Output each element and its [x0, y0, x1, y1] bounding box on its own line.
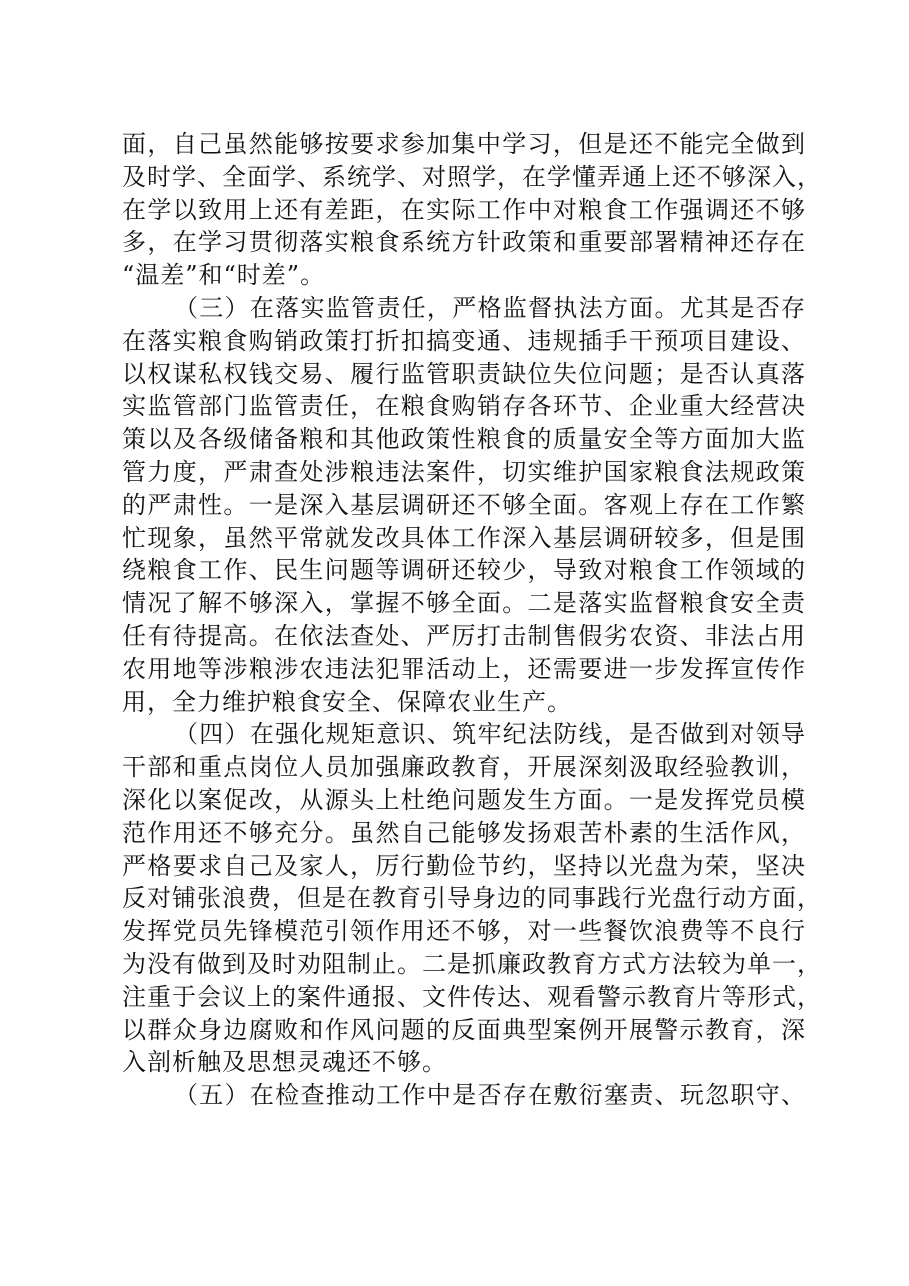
paragraph-line: 面，自己虽然能够按要求参加集中学习，但是还不能完全做到 [122, 130, 806, 158]
paragraph-line: 策以及各级储备粮和其他政策性粮食的质量安全等方面加大监 [122, 425, 806, 454]
paragraph-line: 反对铺张浪费，但是在教育引导身边的同事践行光盘行动方面， [122, 884, 822, 913]
paragraph-line: 实监管部门监管责任，在粮食购销存各环节、企业重大经营决 [122, 392, 806, 421]
paragraph-line: 的严肃性。一是深入基层调研还不够全面。客观上存在工作繁 [122, 490, 806, 519]
paragraph-section-5 [122, 1079, 806, 1112]
document-body [122, 128, 822, 1112]
paragraph-line: 以群众身边腐败和作风问题的反面典型案例开展警示教育，深 [122, 1015, 806, 1044]
paragraph-line: 在学以致用上还有差距，在实际工作中对粮食工作强调还不够 [122, 195, 806, 224]
paragraph-line: 深化以案促改，从源头上杜绝问题发生方面。一是发挥党员模 [122, 785, 806, 814]
paragraph-line: 情况了解不够深入，掌握不够全面。二是落实监督粮食安全责 [122, 589, 806, 618]
paragraph-line: 范作用还不够充分。虽然自己能够发扬艰苦朴素的生活作风， [122, 818, 806, 847]
paragraph-line: 管力度，严肃查处涉粮违法案件，切实维护国家粮食法规政策 [122, 457, 806, 486]
paragraph-line: （五）在检查推动工作中是否存在敷衍塞责、玩忽职守、 [174, 1081, 806, 1110]
paragraph-line: 为没有做到及时劝阻制止。二是抓廉政教育方式方法较为单一， [122, 949, 822, 978]
paragraph-line: 及时学、全面学、系统学、对照学，在学懂弄通上还不够深入， [122, 162, 822, 191]
paragraph-section-3 [122, 292, 806, 718]
paragraph-line: 注重于会议上的案件通报、文件传达、观看警示教育片等形式， [122, 982, 822, 1011]
paragraph-line: 严格要求自己及家人，厉行勤俭节约，坚持以光盘为荣，坚决 [122, 851, 806, 880]
paragraph-line: 干部和重点岗位人员加强廉政教育，开展深刻汲取经验教训， [122, 753, 806, 782]
paragraph-line: 农用地等涉粮涉农违法犯罪活动上，还需要进一步发挥宣传作 [122, 654, 806, 683]
paragraph-continuation [122, 128, 822, 292]
paragraph-section-4 [122, 718, 822, 1079]
paragraph-line: 任有待提高。在依法查处、严厉打击制售假劣农资、非法占用 [122, 621, 806, 650]
paragraph-line: 在落实粮食购销政策打折扣搞变通、违规插手干预项目建设、 [122, 326, 806, 355]
paragraph-line: 以权谋私权钱交易、履行监管职责缺位失位问题；是否认真落 [122, 359, 806, 388]
paragraph-line: 用，全力维护粮食安全、保障农业生产。 [122, 687, 572, 716]
paragraph-line: 入剖析触及思想灵魂还不够。 [122, 1048, 447, 1077]
paragraph-line: 多，在学习贯彻落实粮食系统方针政策和重要部署精神还存在 [122, 228, 806, 257]
paragraph-line: （三）在落实监管责任，严格监督执法方面。尤其是否存 [174, 293, 806, 322]
paragraph-line: 发挥党员先锋模范引领作用还不够，对一些餐饮浪费等不良行 [122, 917, 806, 946]
paragraph-line: 绕粮食工作、民生问题等调研还较少，导致对粮食工作领域的 [122, 556, 806, 585]
paragraph-line: （四）在强化规矩意识、筑牢纪法防线，是否做到对领导 [174, 720, 806, 749]
paragraph-line: 忙现象，虽然平常就发改具体工作深入基层调研较多，但是围 [122, 523, 806, 552]
paragraph-line: “温差”和“时差”。 [122, 261, 326, 290]
